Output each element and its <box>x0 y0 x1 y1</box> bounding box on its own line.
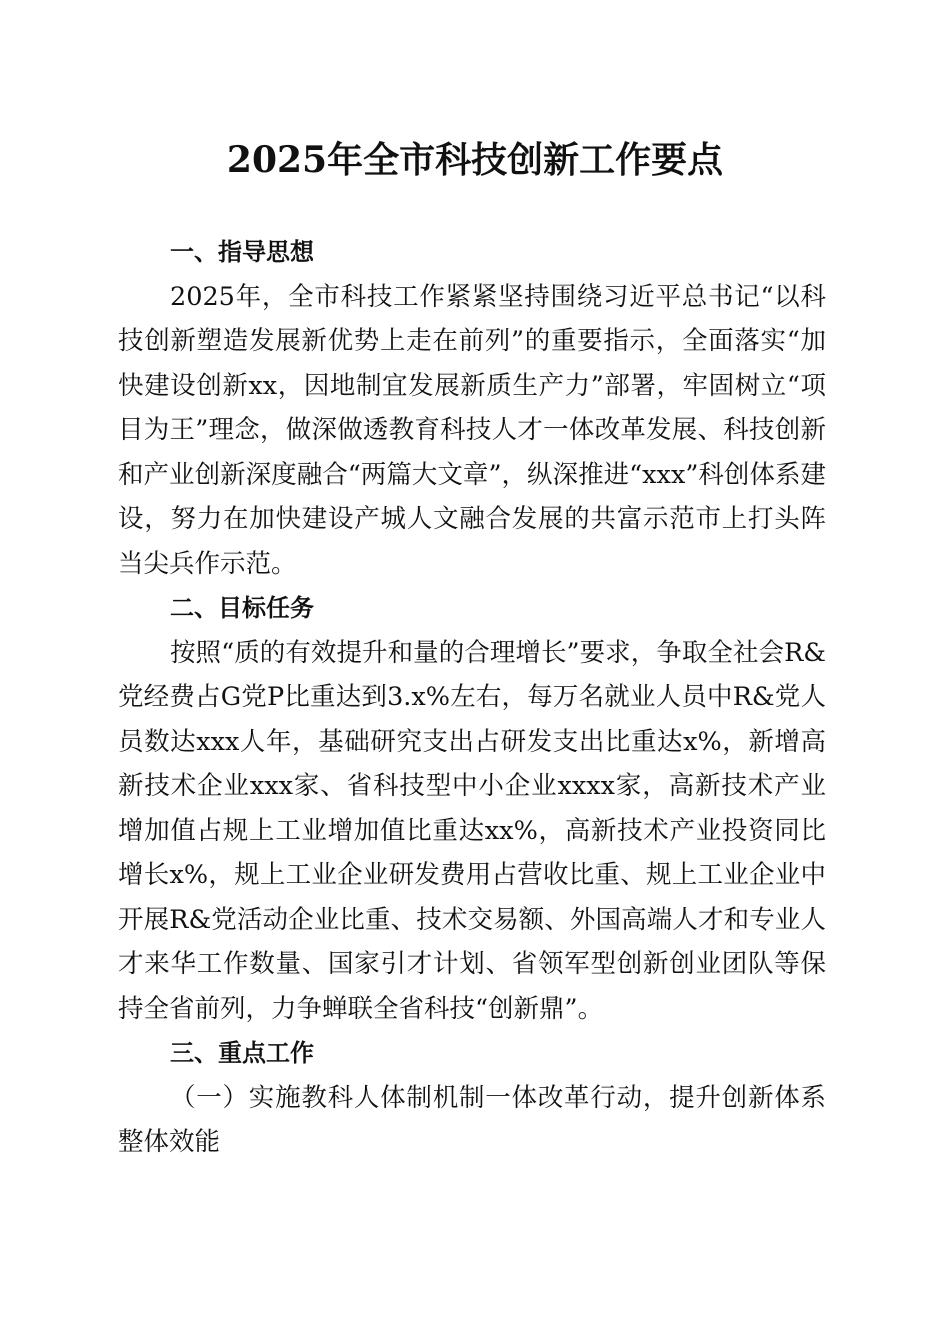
section-subheading-key-work-1: （一）实施教科人体制机制一体改革行动，提升创新体系整体效能 <box>118 1082 826 1157</box>
document-title: 2025年全市科技创新工作要点 <box>226 139 724 181</box>
section-heading-guiding-ideology: 一、指导思想 <box>170 238 314 266</box>
document-body <box>118 230 826 1165</box>
section-paragraph-targets: 按照“质的有效提升和量的合理增长”要求，争取全社会R&党经费占G党P比重达到3.x%左右，每万名就业人员中R&党人员数达xxx人年，基础研究支出占研发支出比重达x%，新增高新技术企业xxx家、省科技型中小企业xxxx家，高新技术产业增加值占规上工业增加值比重达xx%，高新技术产业投资同比增长x%，规上工业企业研发费用占营收比重、规上工业企业中开展R&党活动企业比重、技术交易额、外国高端人才和专业人才来华工作数量、国家引才计划、省领军型创新创业团队等保持全省前列，力争蝉联全省科技“创新鼎”。 <box>118 637 826 1024</box>
section-paragraph-guiding-ideology: 2025年，全市科技工作紧紧坚持围绕习近平总书记“以科技创新塑造发展新优势上走在前列”的重要指示，全面落实“加快建设创新xx，因地制宜发展新质生产力”部署，牢固树立“项目为王”理念，做深做透教育科技人才一体改革发展、科技创新和产业创新深度融合“两篇大文章”，纵深推进“xxx”科创体系建设，努力在加快建设产城人文融合发展的共富示范市上打头阵当尖兵作示范。 <box>118 281 826 579</box>
section-heading-key-work: 三、重点工作 <box>170 1039 314 1067</box>
section-heading-targets: 二、目标任务 <box>170 594 314 622</box>
